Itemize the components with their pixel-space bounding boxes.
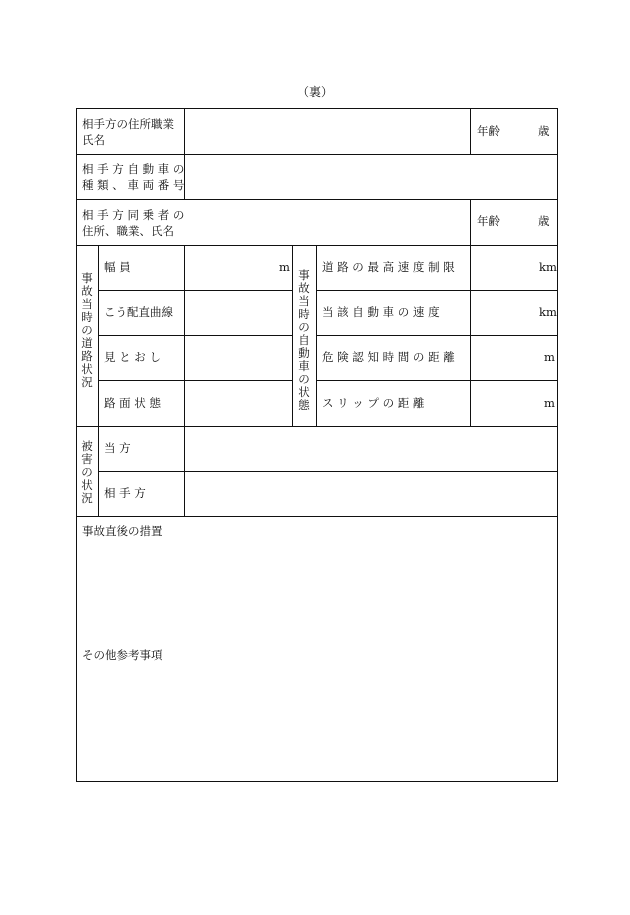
road-visibility-label: 見 と お し: [104, 350, 161, 364]
column-divider: [184, 245, 185, 516]
row-divider: [316, 380, 558, 381]
road-slope-field[interactable]: [186, 292, 291, 334]
row-divider: [76, 516, 558, 517]
row-divider: [98, 471, 558, 472]
passenger-age-field[interactable]: [502, 201, 536, 244]
danger-distance-label: 危 険 認 知 時 間 の 距 離: [322, 350, 455, 364]
skid-distance-field[interactable]: [472, 382, 540, 425]
damage-group-label: 被 害 の 状 況: [81, 439, 93, 505]
damage-self-field[interactable]: [186, 428, 556, 470]
row-divider: [76, 245, 558, 246]
damage-self-label: 当 方: [104, 441, 131, 455]
column-divider: [470, 108, 471, 154]
column-divider: [470, 245, 471, 426]
skid-distance-label: ス リ ッ プ の 距 離: [322, 396, 425, 410]
road-surface-field[interactable]: [186, 382, 291, 425]
row-divider: [76, 199, 558, 200]
damage-other-label: 相 手 方: [104, 486, 146, 500]
passenger-label-line1: 相 手 方 同 乗 者 の: [82, 208, 185, 222]
speed-limit-field[interactable]: [472, 247, 536, 289]
measures-field[interactable]: [82, 542, 552, 642]
skid-distance-unit: m: [544, 396, 555, 410]
other-notes-label: その他参考事項: [82, 648, 163, 662]
row-divider: [76, 426, 558, 427]
opponent-address-field[interactable]: [186, 110, 469, 153]
vehicle-speed-field[interactable]: [472, 292, 536, 334]
vehicle-speed-label: 当 該 自 動 車 の 速 度: [322, 305, 440, 319]
road-visibility-field[interactable]: [186, 337, 291, 379]
passenger-label-line2: 住所、職業、氏名: [82, 224, 174, 238]
vehicle-label-line1: 相 手 方 自 動 車 の: [82, 162, 185, 176]
column-divider: [316, 245, 317, 426]
vehicle-speed-unit: km: [539, 305, 557, 319]
page-header: （裏）: [297, 85, 334, 99]
row-divider: [316, 290, 558, 291]
row-divider: [98, 290, 292, 291]
road-width-field[interactable]: [186, 247, 276, 289]
column-divider: [98, 245, 99, 516]
road-slope-label: こう配直曲線: [104, 305, 173, 319]
row-divider: [98, 380, 292, 381]
other-notes-field[interactable]: [82, 666, 552, 776]
speed-limit-label: 道 路 の 最 高 速 度 制 限: [322, 260, 455, 274]
passenger-age-label: 年齢: [477, 214, 500, 228]
road-width-label: 幅 員: [104, 260, 131, 274]
passenger-field[interactable]: [186, 201, 469, 244]
opponent-label-line1: 相手方の住所職業: [82, 117, 174, 131]
row-divider: [98, 335, 292, 336]
passenger-age-unit: 歳: [538, 214, 550, 228]
damage-other-field[interactable]: [186, 473, 556, 515]
road-surface-label: 路 面 状 態: [104, 396, 161, 410]
row-divider: [76, 154, 558, 155]
danger-distance-field[interactable]: [472, 337, 540, 379]
vehicle-state-group-label: 事 故 当 時 の 自 動 車 の 状 態: [298, 268, 310, 412]
column-divider: [470, 199, 471, 245]
opponent-age-unit: 歳: [538, 124, 550, 138]
measures-label: 事故直後の措置: [82, 524, 163, 538]
road-conditions-group-label: 事 故 当 時 の 道 路 状 況: [81, 271, 93, 389]
row-divider: [316, 335, 558, 336]
speed-limit-unit: km: [539, 260, 557, 274]
road-width-unit: m: [279, 260, 290, 274]
vehicle-label-line2: 種 類 、 車 両 番 号: [82, 178, 185, 192]
opponent-label-line2: 氏名: [82, 133, 105, 147]
opponent-age-label: 年齢: [477, 124, 500, 138]
vehicle-type-field[interactable]: [186, 156, 556, 198]
danger-distance-unit: m: [544, 350, 555, 364]
opponent-age-field[interactable]: [502, 110, 536, 153]
column-divider: [292, 245, 293, 426]
